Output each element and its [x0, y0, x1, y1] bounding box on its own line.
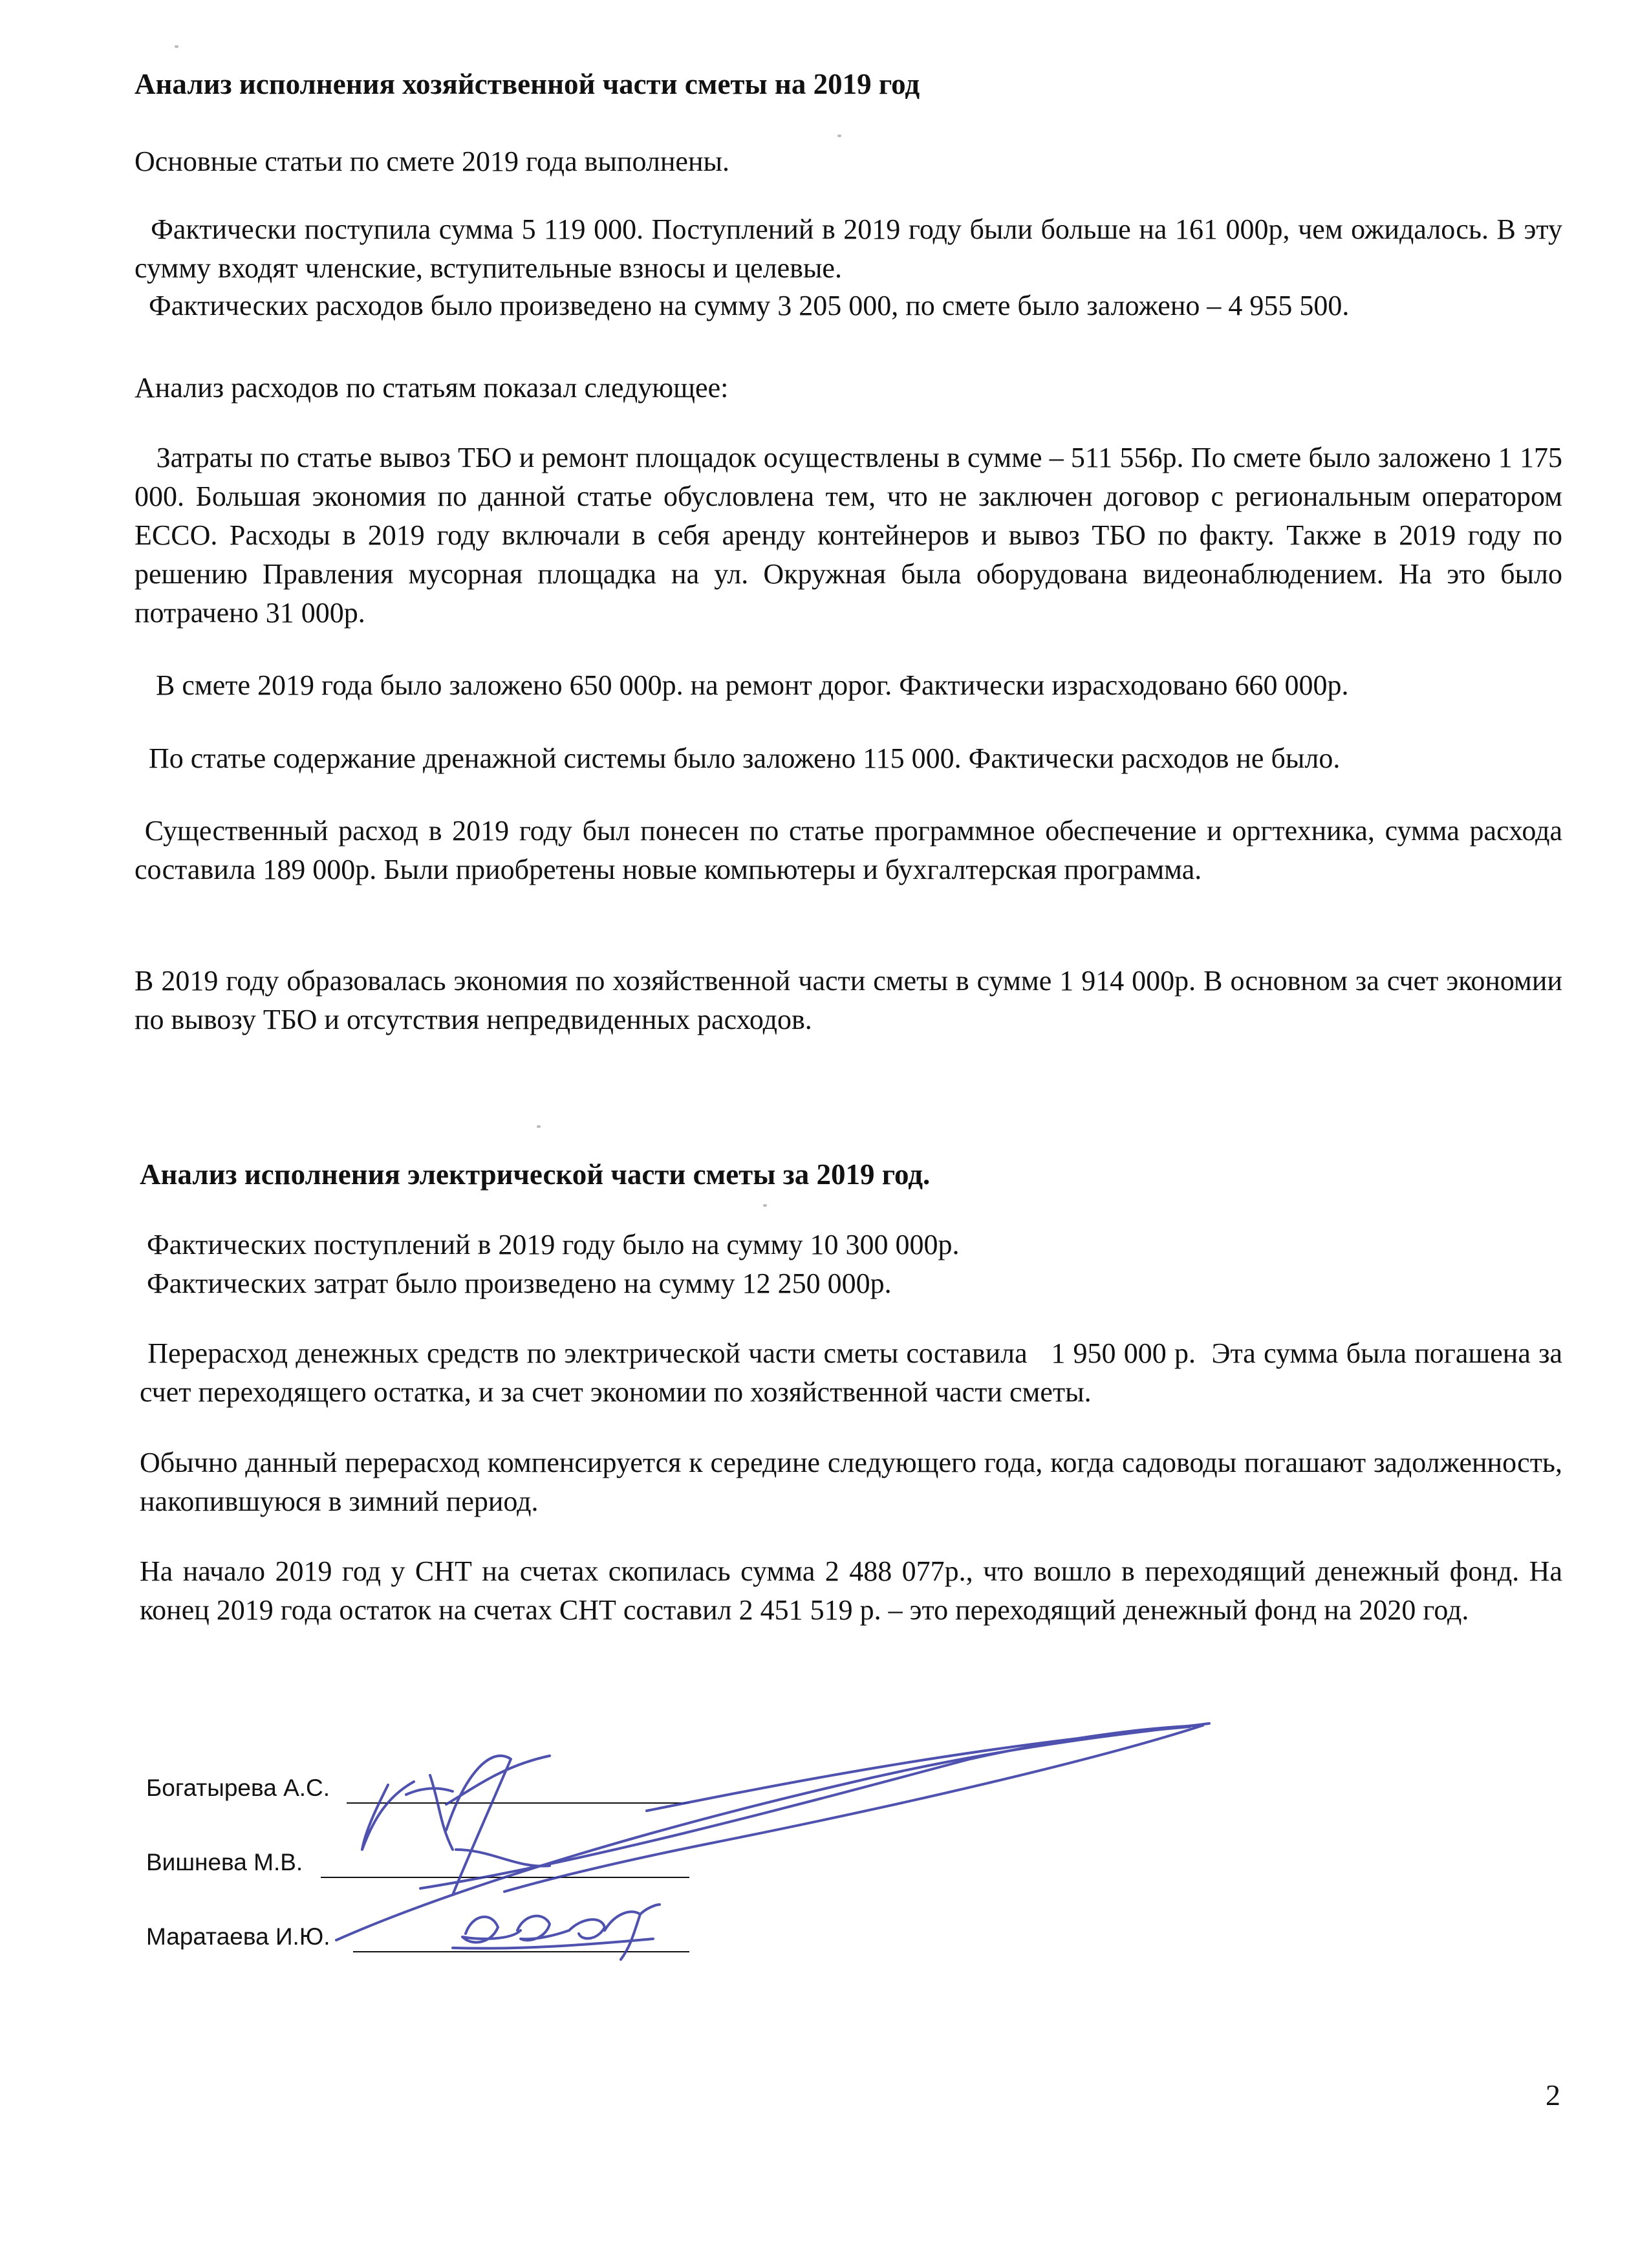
scan-speck	[537, 1125, 541, 1128]
signature-underline	[353, 1951, 689, 1952]
signature-stroke	[640, 1905, 660, 1914]
signature-stroke	[420, 1725, 1203, 1888]
paragraph: На начало 2019 год у СНТ на счетах скопилась сумма 2 488 077р., что вошло в переходящий денежный фонд. На конец 2019 года остаток на счетах СНТ составил 2 451 519 р. – это переходящий денежный фонд на 2020 год.	[140, 1555, 1569, 1626]
signature-underline	[347, 1802, 689, 1804]
signatory-name: Богатырева А.С.	[146, 1775, 330, 1801]
signature-stroke	[446, 1756, 511, 1895]
page-number: 2	[1546, 2079, 1560, 2111]
signature-stroke	[362, 1782, 414, 1850]
paragraph: Фактических поступлений в 2019 году было на сумму 10 300 000р.	[140, 1229, 960, 1260]
paragraph: Затраты по статье вывоз ТБО и ремонт площадок осуществлены в сумме – 511 556р. По смете было заложено 1 175 000. Большая экономия по данной статье обусловлена тем, что не заключен договор с региональным оператором ЕССО. Расходы в 2019 году включали в себя аренду контейнеров и вывоз ТБО по факту. Также в 2019 году по решению Правления мусорная площадка на ул. Окружная была оборудована видеонаблюдением. На это было потрачено 31 000р.	[135, 442, 1569, 629]
paragraph: Фактических затрат было произведено на сумму 12 250 000р.	[140, 1268, 892, 1299]
paragraph: Обычно данный перерасход компенсируется к середине следующего года, когда садоводы погашают задолженность, накопившуюся в зимний период.	[140, 1447, 1569, 1517]
paragraph: Анализ расходов по статьям показал следующее:	[135, 372, 729, 404]
paragraph: Перерасход денежных средств по электрической части сметы составила 1 950 000 р. Эта сумма была погашена за счет переходящего остатка, и за счет экономии по хозяйственной части сметы.	[140, 1337, 1570, 1408]
paragraph: В смете 2019 года было заложено 650 000р. на ремонт дорог. Фактически израсходовано 660 000р.	[135, 669, 1349, 701]
signature-stroke	[504, 1725, 1203, 1892]
signature-stroke	[406, 1788, 453, 1795]
signatory-name: Маратаева И.Ю.	[146, 1923, 330, 1950]
section1-heading: Анализ исполнения хозяйственной части сметы на 2019 год	[135, 68, 920, 100]
signature-stroke	[517, 1916, 569, 1941]
signature-stroke	[647, 1727, 1190, 1811]
paragraph: Основные статьи по смете 2019 года выполнены.	[135, 146, 730, 177]
signatory-line	[146, 1769, 330, 1808]
signature-stroke	[336, 1723, 1209, 1940]
signature-stroke	[446, 1756, 550, 1804]
scan-speck	[175, 45, 178, 48]
signatory-name: Вишнева М.В.	[146, 1849, 303, 1875]
paragraph: Фактических расходов было произведено на сумму 3 205 000, по смете было заложено – 4 955 500.	[135, 290, 1350, 321]
scan-speck	[837, 135, 841, 137]
signature-stroke	[462, 1917, 521, 1942]
paragraph: Существенный расход в 2019 году был понесен по статье программное обеспечение и оргтехника, сумма расхода составила 189 000р. Были приобретены новые компьютеры и бухгалтерская программа.	[135, 815, 1569, 885]
signature-stroke	[569, 1919, 605, 1938]
paragraph: В 2019 году образовалась экономия по хозяйственной части сметы в сумме 1 914 000р. В основном за счет экономии по вывозу ТБО и отсутствия непредвиденных расходов.	[135, 965, 1569, 1035]
paragraph: Фактически поступила сумма 5 119 000. Поступлений в 2019 году были больше на 161 000р, чем ожидалось. В эту сумму входят членские, вступительные взносы и целевые.	[135, 213, 1569, 284]
signature-stroke	[430, 1775, 453, 1850]
signature-stroke	[456, 1850, 550, 1866]
signature-underline	[321, 1877, 689, 1878]
signature-stroke	[453, 1939, 653, 1949]
scan-speck	[763, 1204, 767, 1207]
section2-heading: Анализ исполнения электрической части сметы за 2019 год.	[140, 1158, 931, 1191]
paragraph: По статье содержание дренажной системы было заложено 115 000. Фактически расходов не было.	[135, 742, 1341, 774]
signatory-line	[146, 1843, 303, 1882]
signatory-line	[146, 1917, 330, 1956]
